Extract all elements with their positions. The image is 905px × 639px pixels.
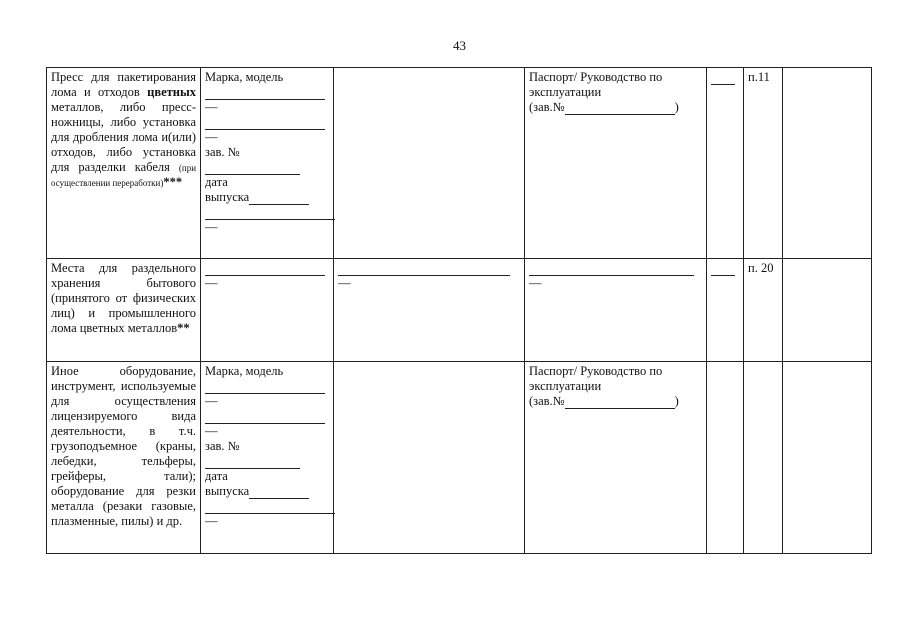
equipment-description — [47, 68, 201, 259]
release-label: выпуска — [205, 484, 250, 498]
document-cell — [525, 68, 707, 259]
serial-field-line[interactable] — [565, 395, 675, 409]
clause-cell[interactable] — [744, 362, 783, 554]
dash: — — [205, 424, 218, 438]
dash: — — [529, 276, 542, 290]
close-paren: ) — [674, 100, 679, 114]
dash: — — [205, 220, 218, 234]
table-row — [47, 68, 872, 259]
clause-cell — [744, 259, 783, 362]
release-field-line[interactable] — [249, 191, 309, 205]
serial-label: зав. № — [205, 439, 240, 453]
description-bold: цветных — [147, 85, 196, 99]
dash: — — [205, 394, 218, 408]
page-number: 43 — [453, 38, 466, 53]
model-label: Марка, модель — [205, 70, 284, 84]
model-label: Марка, модель — [205, 364, 284, 378]
footnote-mark: ** — [177, 321, 190, 335]
description-text: Иное оборудование, инструмент, используемые для осуществления лицензируемого вида деятельности, в т.ч. грузоподъемное (краны, лебедки, тельферы, грейферы, тали); оборудование для резки металла (резаки газовые, плазменные, пилы) и др. — [51, 364, 196, 528]
release-label: выпуска — [205, 190, 250, 204]
clause-ref: п. 20 — [748, 261, 774, 275]
release-field-line[interactable] — [249, 485, 309, 499]
close-paren: ) — [674, 394, 679, 408]
mark-field-line[interactable] — [711, 70, 735, 85]
document-label: Паспорт/ Руководство по эксплуатации — [529, 364, 663, 393]
dash: — — [205, 130, 218, 144]
model-field-line[interactable] — [205, 409, 325, 424]
table-row — [47, 259, 872, 362]
serial-field-line[interactable] — [205, 160, 300, 175]
model-field-line[interactable] — [205, 379, 325, 394]
document-label: Паспорт/ Руководство по эксплуатации — [529, 70, 663, 99]
clause-ref: п.11 — [748, 70, 770, 84]
description-text: металлов, либо пресс-ножницы, либо установка для дробления лома и(или) отходов, либо установка для разделки кабеля — [51, 100, 196, 174]
serial-field-line[interactable] — [565, 101, 675, 115]
equipment-description — [47, 362, 201, 554]
model-field-line[interactable] — [205, 85, 325, 100]
table-row — [47, 362, 872, 554]
document-cell — [525, 362, 707, 554]
blank-cell[interactable] — [334, 68, 525, 259]
footnote-mark: *** — [163, 175, 183, 189]
blank-cell[interactable] — [334, 362, 525, 554]
dash: — — [205, 100, 218, 114]
notes-cell[interactable] — [783, 259, 872, 362]
model-cell — [201, 259, 334, 362]
description-text: Места для раздельного хранения бытового (принятого от физических лиц) и промышленного лома цветных металлов — [51, 261, 196, 335]
mark-cell[interactable] — [707, 362, 744, 554]
extra-field-line[interactable] — [205, 499, 335, 514]
clause-cell — [744, 68, 783, 259]
date-label: дата — [205, 469, 228, 483]
blank-cell — [334, 259, 525, 362]
model-cell — [201, 362, 334, 554]
mark-field-line[interactable] — [711, 261, 735, 276]
serial-field-line[interactable] — [205, 454, 300, 469]
description-text: Пресс для пакетирования лома и отходов — [51, 70, 196, 99]
notes-cell[interactable] — [783, 68, 872, 259]
notes-cell[interactable] — [783, 362, 872, 554]
serial-label: (зав.№ — [529, 100, 565, 114]
equipment-description — [47, 259, 201, 362]
serial-label: (зав.№ — [529, 394, 565, 408]
field-line[interactable] — [529, 261, 694, 276]
document-cell — [525, 259, 707, 362]
mark-cell — [707, 259, 744, 362]
dash: — — [205, 514, 218, 528]
model-field-line[interactable] — [205, 115, 325, 130]
model-field-line[interactable] — [205, 261, 325, 276]
dash: — — [205, 276, 218, 290]
dash: — — [338, 276, 351, 290]
field-line[interactable] — [338, 261, 510, 276]
model-cell — [201, 68, 334, 259]
equipment-table — [46, 67, 872, 554]
serial-label: зав. № — [205, 145, 240, 159]
mark-cell — [707, 68, 744, 259]
extra-field-line[interactable] — [205, 205, 335, 220]
description-note: (при осуществлении переработки) — [51, 163, 197, 188]
date-label: дата — [205, 175, 228, 189]
